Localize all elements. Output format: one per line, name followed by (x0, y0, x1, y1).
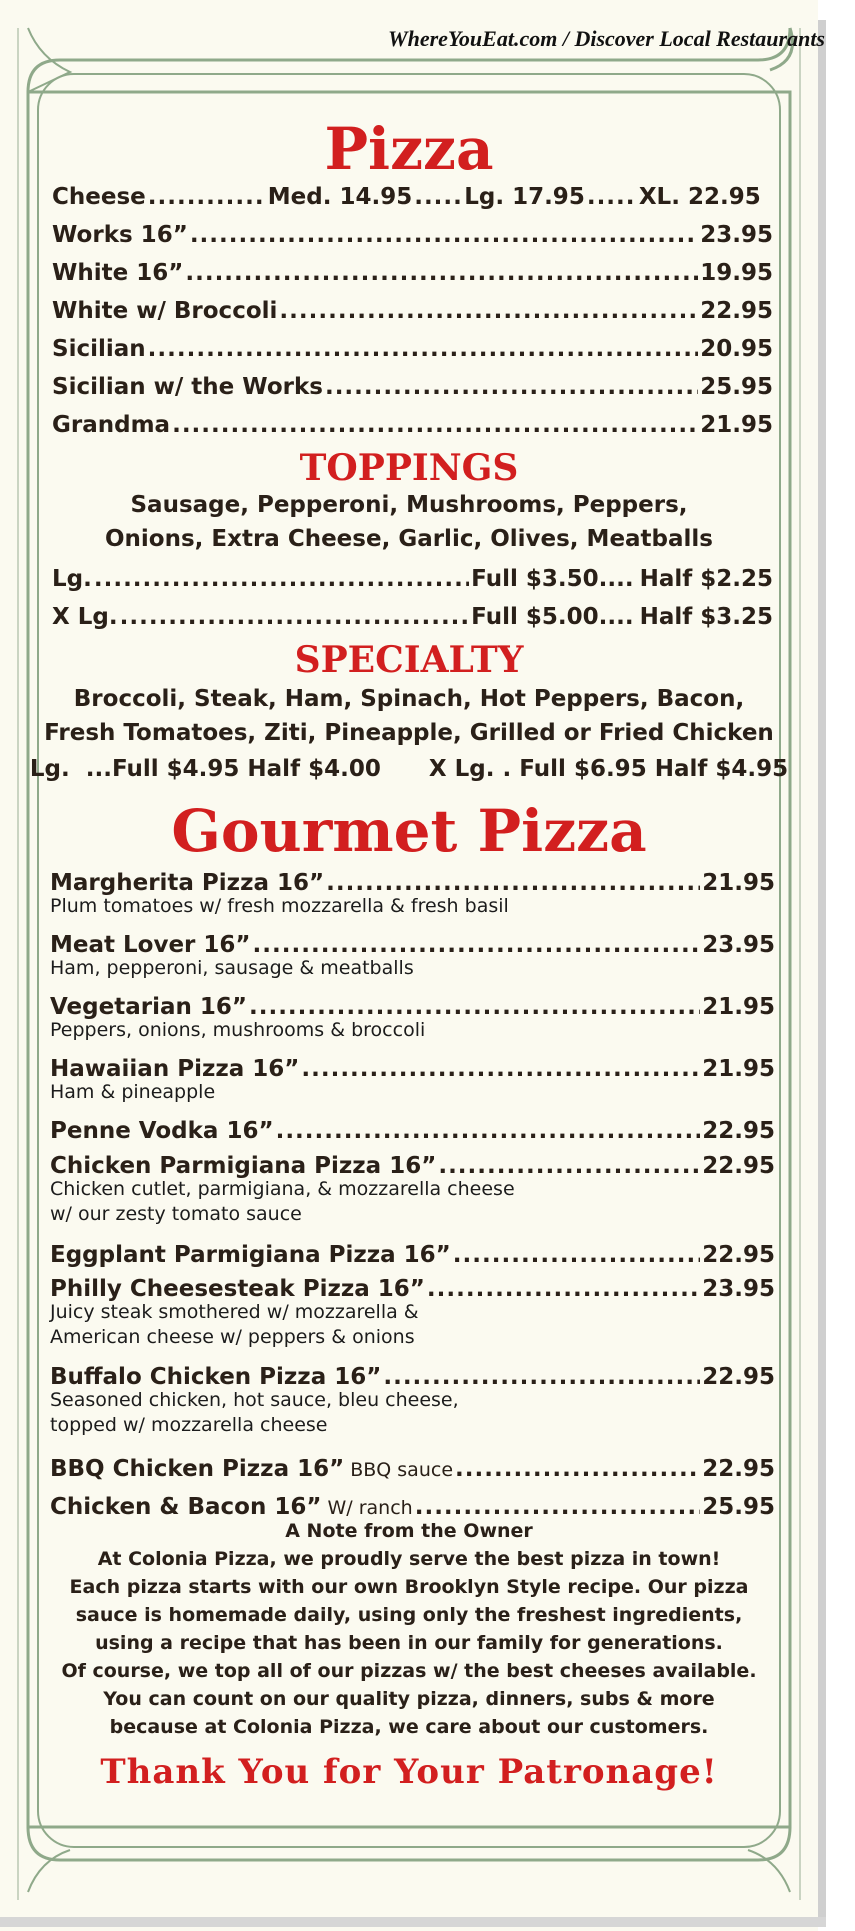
leader-dots (276, 1118, 701, 1144)
half-price: Half $3.25 (639, 603, 773, 630)
menu-item (52, 366, 773, 400)
gourmet-item (50, 924, 775, 958)
menu-item (52, 328, 773, 362)
leader-dots (415, 1494, 701, 1520)
note-line: because at Colonia Pizza, we care about our customers. (109, 1716, 709, 1738)
gourmet-item (50, 1110, 775, 1144)
leader-dots (120, 604, 470, 630)
item-name: Sicilian w/ the Works (52, 373, 323, 400)
toppings-price-row (52, 596, 773, 630)
leader-dots (185, 260, 698, 286)
leader-dots (253, 932, 701, 958)
leader-dots (325, 374, 698, 400)
note-line: At Colonia Pizza, we proudly serve the best pizza in town! (97, 1548, 721, 1570)
item-name: Vegetarian 16” (50, 993, 247, 1020)
cheese-row (52, 176, 773, 210)
full-price: Full $5.00.... (471, 603, 634, 630)
item-price: 22.95 (702, 1152, 775, 1179)
leader-dots (148, 336, 699, 362)
gourmet-item (50, 1486, 775, 1520)
note-line: You can count on our quality pizza, dinners, subs & more (103, 1688, 715, 1710)
toppings-list-line1: Sausage, Pepperoni, Mushrooms, Peppers, (130, 492, 688, 518)
specialty-prices: Lg. ...Full $4.95 Half $4.00 X Lg. . Full $6.95 Half $4.95 (29, 756, 789, 782)
leader-dots (455, 1456, 700, 1482)
item-price: 22.95 (700, 297, 773, 324)
leader-dots (383, 1364, 700, 1390)
item-name: Grandma (52, 411, 171, 438)
leader-dots (587, 184, 637, 210)
item-name: Eggplant Parmigiana Pizza 16” (50, 1241, 451, 1268)
item-description: Seasoned chicken, hot sauce, bleu cheese, (50, 1389, 459, 1411)
menu-item (52, 252, 773, 286)
note-line: sauce is homemade daily, using only the freshest ingredients, (75, 1604, 743, 1626)
item-description: Ham, pepperoni, sausage & meatballs (50, 957, 414, 979)
leader-dots (438, 1153, 700, 1179)
item-description: Juicy steak smothered w/ mozzarella & (50, 1301, 419, 1323)
page-shadow (818, 20, 826, 1925)
item-price: 25.95 (700, 373, 773, 400)
menu-item (52, 290, 773, 324)
item-name: Chicken & Bacon 16” (50, 1493, 322, 1520)
item-price: 22.95 (702, 1363, 775, 1390)
item-price: 25.95 (702, 1493, 775, 1520)
item-description: Plum tomatoes w/ fresh mozzarella & fresh basil (50, 895, 509, 917)
item-price: 23.95 (702, 1275, 775, 1302)
item-price: 23.95 (700, 221, 773, 248)
item-name: White w/ Broccoli (52, 297, 278, 324)
item-description: Peppers, onions, mushrooms & broccoli (50, 1019, 426, 1041)
specialty-list-line1: Broccoli, Steak, Ham, Spinach, Hot Peppers, Bacon, (73, 686, 745, 712)
item-price: 22.95 (702, 1241, 775, 1268)
gourmet-title: Gourmet Pizza (171, 797, 647, 865)
item-name: BBQ Chicken Pizza 16” (50, 1455, 345, 1482)
item-description: Chicken cutlet, parmigiana, & mozzarella cheese (50, 1178, 515, 1200)
item-description: American cheese w/ peppers & onions (50, 1326, 415, 1348)
item-name: Meat Lover 16” (50, 931, 251, 958)
toppings-list-line2: Onions, Extra Cheese, Garlic, Olives, Meatballs (105, 526, 713, 552)
item-price: 21.95 (702, 993, 775, 1020)
specialty-list-line2: Fresh Tomatoes, Ziti, Pineapple, Grilled or Fried Chicken (44, 720, 774, 746)
item-description: w/ our zesty tomato sauce (50, 1203, 302, 1225)
leader-dots (94, 566, 469, 592)
item-description: topped w/ mozzarella cheese (50, 1414, 328, 1436)
medium-price: Med. 14.95 (267, 183, 413, 210)
note-line: Of course, we top all of our pizzas w/ the best cheeses available. (61, 1660, 757, 1682)
item-price: 19.95 (700, 259, 773, 286)
item-name: White 16” (52, 259, 184, 286)
size-label: Lg. (52, 565, 92, 592)
xl-price: XL. 22.95 (638, 183, 761, 210)
item-name: Buffalo Chicken Pizza 16” (50, 1363, 382, 1390)
leader-dots (414, 184, 462, 210)
item-name: Sicilian (52, 335, 146, 362)
gourmet-item (50, 1268, 775, 1302)
gourmet-item (50, 1145, 775, 1179)
menu-item (52, 214, 773, 248)
leader-dots (172, 412, 698, 438)
leader-dots (326, 870, 700, 896)
gourmet-item (50, 1048, 775, 1082)
item-name: Works 16” (52, 221, 188, 248)
leader-dots (427, 1276, 700, 1302)
item-price: 21.95 (702, 1055, 775, 1082)
toppings-price-row (52, 558, 773, 592)
leader-dots (249, 994, 700, 1020)
note-line: using a recipe that has been in our family for generations. (95, 1632, 723, 1654)
note-title: A Note from the Owner (285, 1520, 533, 1542)
leader-dots (301, 1056, 700, 1082)
item-name: Penne Vodka 16” (50, 1117, 274, 1144)
item-price: 20.95 (700, 335, 773, 362)
item-name: Hawaiian Pizza 16” (50, 1055, 300, 1082)
item-price: 21.95 (700, 411, 773, 438)
large-price: Lg. 17.95 (464, 183, 585, 210)
gourmet-item (50, 986, 775, 1020)
item-name: Cheese (52, 183, 146, 210)
item-description: Ham & pineapple (50, 1081, 216, 1103)
item-extra: W/ ranch (327, 1497, 413, 1520)
item-extra: BBQ sauce (350, 1459, 454, 1482)
thank-you-banner: Thank You for Your Patronage! (100, 1752, 718, 1792)
pizza-title: Pizza (324, 115, 494, 183)
half-price: Half $2.25 (639, 565, 773, 592)
item-name: Chicken Parmigiana Pizza 16” (50, 1152, 437, 1179)
gourmet-item (50, 1234, 775, 1268)
item-price: 22.95 (702, 1117, 775, 1144)
site-header: WhereYouEat.com / Discover Local Restaurants (388, 26, 825, 51)
full-price: Full $3.50.... (471, 565, 634, 592)
item-name: Margherita Pizza 16” (50, 869, 325, 896)
gourmet-item (50, 862, 775, 896)
leader-dots (453, 1242, 700, 1268)
specialty-title: SPECIALTY (294, 639, 524, 681)
item-price: 21.95 (702, 869, 775, 896)
size-label: X Lg. (52, 603, 118, 630)
leader-dots (148, 184, 266, 210)
menu-item (52, 404, 773, 438)
item-price: 22.95 (702, 1455, 775, 1482)
item-price: 23.95 (702, 931, 775, 958)
gourmet-item (50, 1448, 775, 1482)
note-line: Each pizza starts with our own Brooklyn Style recipe. Our pizza (69, 1576, 749, 1598)
toppings-title: TOPPINGS (299, 447, 519, 489)
leader-dots (190, 222, 698, 248)
gourmet-item (50, 1356, 775, 1390)
item-name: Philly Cheesesteak Pizza 16” (50, 1275, 425, 1302)
leader-dots (279, 298, 698, 324)
